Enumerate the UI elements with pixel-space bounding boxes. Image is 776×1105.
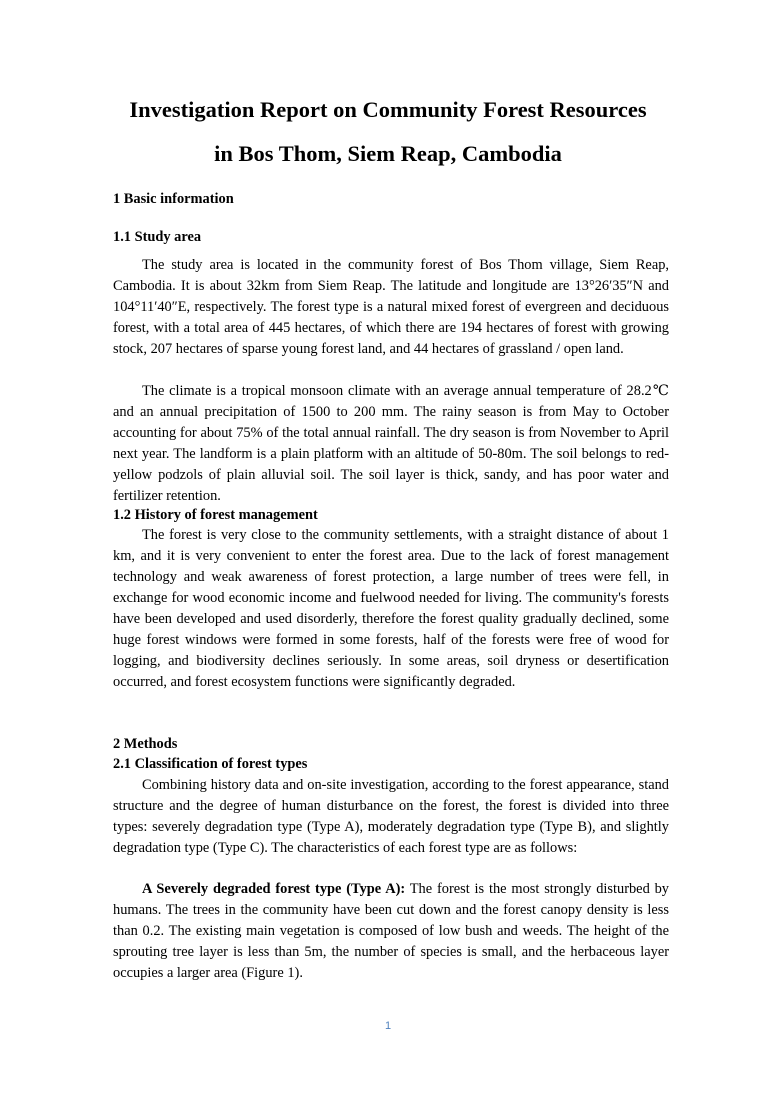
paragraph-study-area-location: The study area is located in the community forest of Bos Thom village, Siem Reap, Cambodia. It is about 32km from Siem Reap. The latitude and longitude are 13°26′35″N and 104°11′40″E, respectively. The forest type is a natural mixed forest of evergreen and deciduous forest, with a total area of 445 hectares, of which there are 194 hectares of forest with growing stock, 207 hectares of sparse young forest land, and 44 hectares of grassland / open land. <box>113 257 669 357</box>
subsection-heading-forest-type-classification: 2.1 Classification of forest types <box>113 756 308 772</box>
paragraph-forest-management-history: The forest is very close to the community settlements, with a straight distance of about 1 km, and it is very convenient to enter the forest area. Due to the lack of forest management technology and weak awareness of forest protection, a large number of trees were fell, in exchange for wood economic income and fuelwood needed for living. The community's forests have been developed and used disorderly, therefore the forest quality gradually declined, some huge forest windows were formed in some forests, half of the forests were free of wood for logging, and biodiversity declines seriously. In some areas, soil dryness or desertification occurred, and forest ecosystem functions were significantly degraded. <box>113 527 669 690</box>
type-a-body-text: The forest is the most strongly disturbed by humans. The trees in the community have been cut down and the forest canopy density is less than 0.2. The existing main vegetation is composed of low bush and weeds. The height of the sprouting tree layer is less than 5m, the number of species is small, and the herbaceous layer occupies a larger area (Figure 1). <box>113 881 669 981</box>
paragraph-study-area-climate: The climate is a tropical monsoon climate with an average annual temperature of 28.2℃ and an annual precipitation of 1500 to 200 mm. The rainy season is from May to October accounting for about 75% of the total annual rainfall. The dry season is from November to April next year. The landform is a plain platform with an altitude of 50-80m. The soil belongs to red-yellow podzols of plain alluvial soil. The soil layer is thick, sandy, and has poor water and fertilizer retention. <box>113 383 669 504</box>
section-heading-basic-information: 1 Basic information <box>113 191 234 207</box>
section-heading-methods: 2 Methods <box>113 736 178 752</box>
document-title-line-2: in Bos Thom, Siem Reap, Cambodia <box>214 141 562 166</box>
page-number: 1 <box>384 1020 392 1032</box>
document-title-line-1: Investigation Report on Community Forest Resources <box>129 97 647 122</box>
paragraph-forest-type-classification: Combining history data and on-site investigation, according to the forest appearance, stand structure and the degree of human disturbance on the forest, the forest is divided into three types: severely degradation type (Type A), moderately degradation type (Type B), and slightly degradation type (Type C). The characteristics of each forest type are as follows: <box>113 777 669 856</box>
subsection-heading-study-area: 1.1 Study area <box>113 229 202 245</box>
type-a-lead-label: A Severely degraded forest type (Type A): <box>142 881 406 897</box>
paragraph-type-a-description <box>113 879 669 984</box>
subsection-heading-forest-management-history: 1.2 History of forest management <box>113 507 318 523</box>
